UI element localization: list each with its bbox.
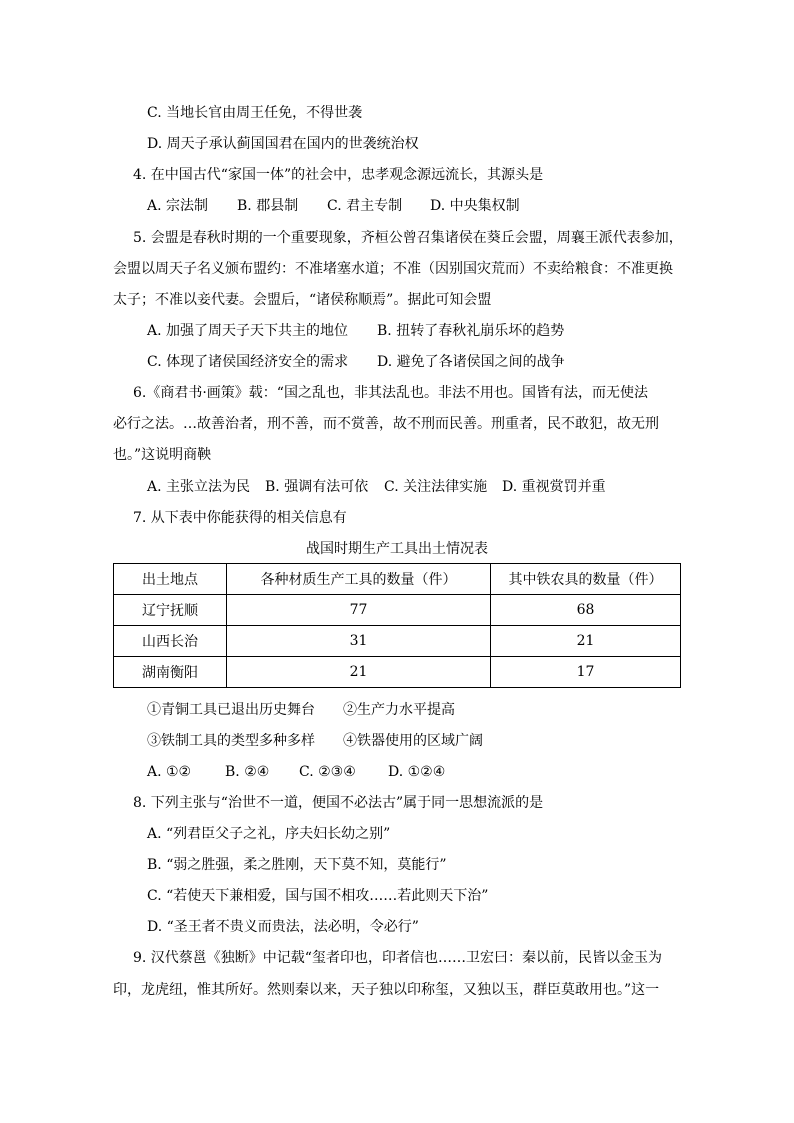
q8-option-c: C. “若使天下兼相爱，国与国不相攻……若此则天下治” [147,888,489,904]
q8-option-a: A. “列君臣父子之礼，序夫妇长幼之别” [147,826,391,842]
q6-stem-line-2: 必行之法。…故善治者，刑不善，而不赏善，故不刑而民善。刑重者，民不敢犯，故无刑 [113,416,659,432]
q9-stem-line-1: 9. 汉代蔡邕《独断》中记载“玺者印也，印者信也……卫宏曰：秦以前，民皆以金玉为 [133,950,662,966]
q4-option-b: B. 郡县制 [237,198,299,214]
q5-stem-line-1: 5. 会盟是春秋时期的一个重要现象，齐桓公曾召集诸侯在葵丘会盟，周襄王派代表参加， [133,230,683,246]
q6-option-a: A. 主张立法为民 [147,479,251,495]
table-cell: 山西长治 [114,626,227,657]
q4-option-a: A. 宗法制 [147,198,209,214]
q4-options [147,196,520,216]
q7-options [147,762,445,782]
table-cell: 湖南衡阳 [114,657,227,688]
tools-table [113,563,681,688]
table-header-row [114,564,681,595]
table-header-cell: 其中铁农具的数量（件） [491,564,681,595]
q5-options-row-1 [147,321,564,341]
table-cell: 21 [491,626,681,657]
q7-item-2: ②生产力水平提高 [343,702,455,718]
q4-option-d: D. 中央集权制 [430,198,520,214]
table-cell: 21 [227,657,491,688]
q9-stem-line-2: 印，龙虎纽，惟其所好。然则秦以来，天子独以印称玺，又独以玉，群臣莫敢用也。”这一 [113,982,660,998]
q7-option-d: D. ①②④ [388,764,446,780]
table-row [114,595,681,626]
q7-stem: 7. 从下表中你能获得的相关信息有 [133,510,347,526]
q7-item-3: ③铁制工具的类型多种多样 [147,733,315,749]
q5-option-c: C. 体现了诸侯国经济安全的需求 [147,354,349,370]
q6-option-d: D. 重视赏罚并重 [502,479,606,495]
q6-stem-line-1: 6.《商君书·画策》载：“国之乱也，非其法乱也。非法不用也。国皆有法，而无使法 [133,385,648,401]
q5-option-d: D. 避免了各诸侯国之间的战争 [377,354,565,370]
q3-option-c: C. 当地长官由周王任免，不得世袭 [147,105,363,121]
q6-stem-line-3: 也。”这说明商鞅 [113,447,212,463]
table-cell: 辽宁抚顺 [114,595,227,626]
q3-option-d: D. 周天子承认蓟国国君在国内的世袭统治权 [147,136,419,152]
table-row [114,657,681,688]
table-title: 战国时期生产工具出土情况表 [306,541,488,557]
q5-stem-line-2: 会盟以周天子名义颁布盟约：不准堵塞水道；不准（因别国灾荒而）不卖给粮食：不准更换 [113,261,673,277]
q8-option-b: B. “弱之胜强，柔之胜刚，天下莫不知，莫能行” [147,857,447,873]
q5-options-row-2 [147,352,565,372]
q7-item-1: ①青铜工具已退出历史舞台 [147,702,315,718]
q5-option-b: B. 扭转了春秋礼崩乐坏的趋势 [377,323,565,339]
q7-items-row-2 [147,731,483,751]
q5-stem-line-3: 太子；不准以妾代妻。会盟后，“诸侯称顺焉”。据此可知会盟 [113,292,492,308]
q6-options [147,477,606,497]
table-cell: 17 [491,657,681,688]
q8-stem: 8. 下列主张与“治世不一道，便国不必法古”属于同一思想流派的是 [133,795,544,811]
table-cell: 31 [227,626,491,657]
table-row [114,626,681,657]
q7-option-a: A. ①② [147,764,192,780]
q8-option-d: D. “圣王者不贵义而贵法，法必明，令必行” [147,919,419,935]
q7-item-4: ④铁器使用的区域广阔 [343,733,483,749]
q7-option-c: C. ②③④ [299,764,356,780]
table-cell: 68 [491,595,681,626]
q6-option-b: B. 强调有法可依 [265,479,369,495]
q7-option-b: B. ②④ [225,764,270,780]
q4-option-c: C. 君主专制 [327,198,403,214]
q7-items-row-1 [147,700,455,720]
q6-option-c: C. 关注法律实施 [384,479,488,495]
table-header-cell: 出土地点 [114,564,227,595]
table-header-cell: 各种材质生产工具的数量（件） [227,564,491,595]
q4-stem: 4. 在中国古代“家国一体”的社会中，忠孝观念源远流长，其源头是 [133,167,544,183]
q5-option-a: A. 加强了周天子天下共主的地位 [147,323,349,339]
table-cell: 77 [227,595,491,626]
